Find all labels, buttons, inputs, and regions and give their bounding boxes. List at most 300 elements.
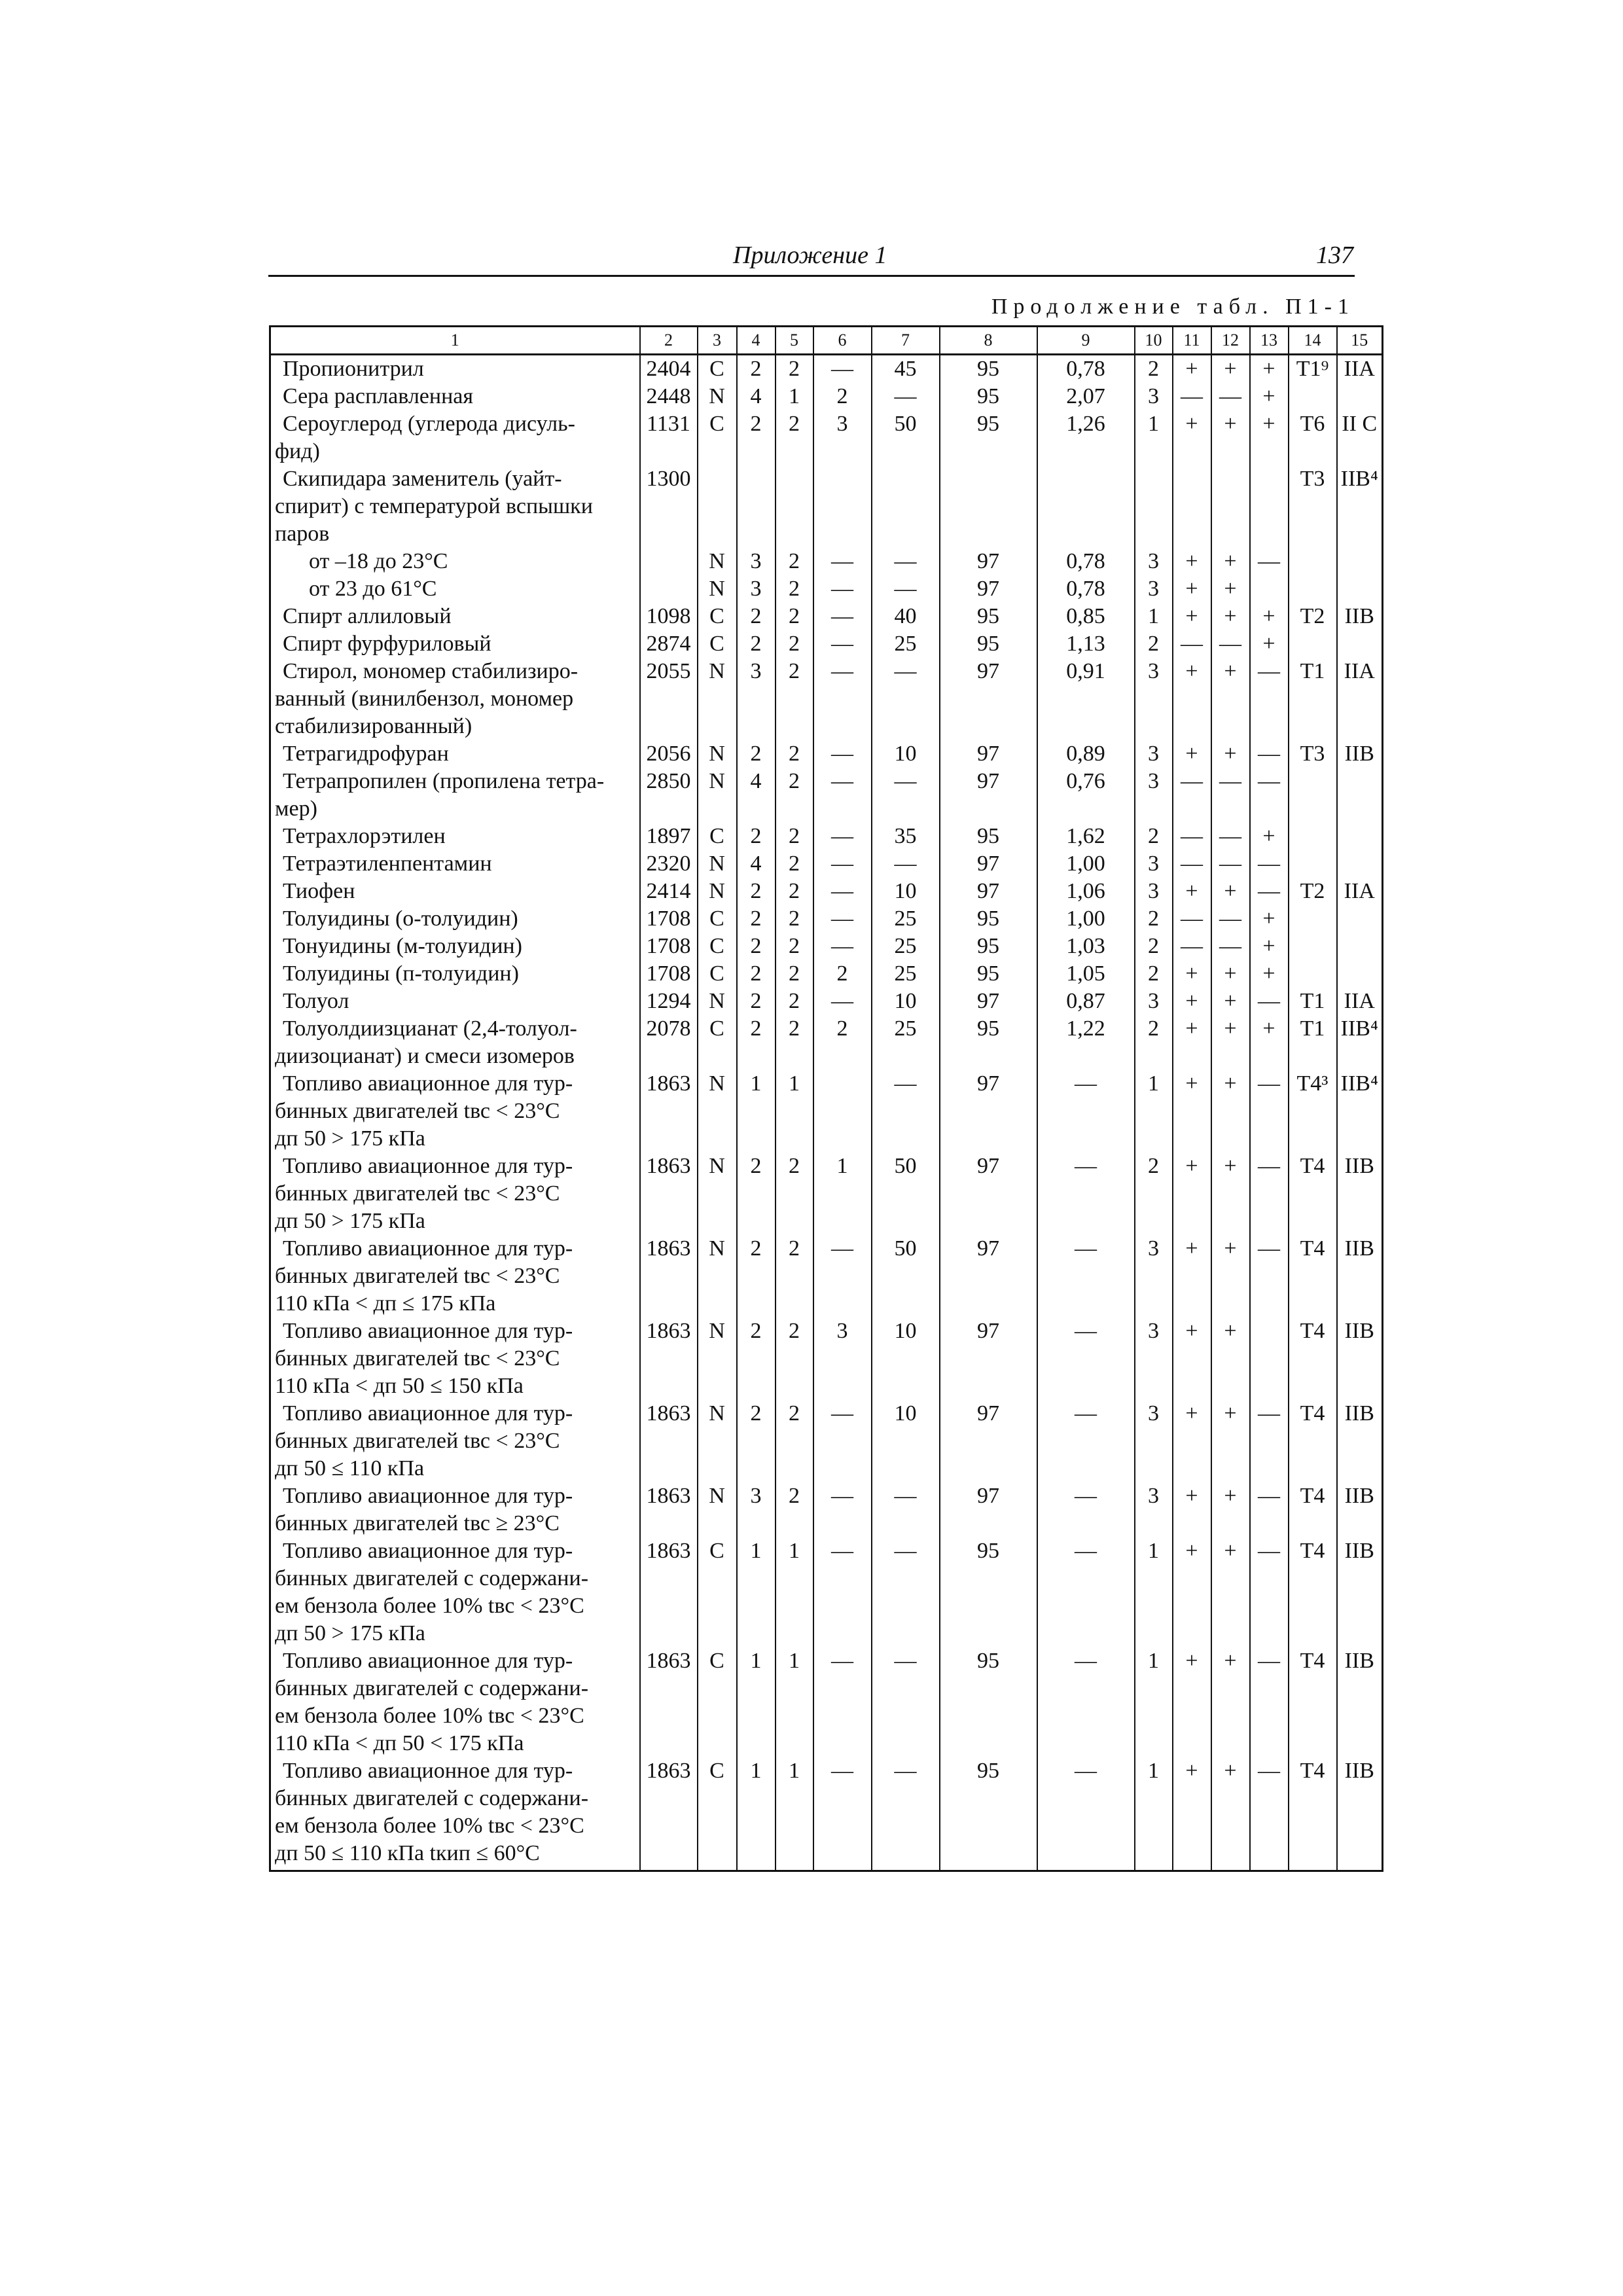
cell-col-2: 2448	[640, 383, 698, 410]
cell-col-12: —	[1211, 905, 1250, 933]
column-header-4: 4	[737, 327, 776, 355]
cell-col-9: 0,78	[1037, 355, 1135, 384]
cell-col-10: 3	[1135, 768, 1173, 823]
cell-col-13: —	[1250, 768, 1289, 823]
cell-col-5: 2	[776, 905, 813, 933]
substance-name-line: Тонуидины (м-толуидин)	[283, 934, 522, 958]
cell-col-6: 2	[813, 1015, 872, 1070]
cell-col-13: —	[1250, 740, 1289, 768]
cell-col-12: +	[1211, 603, 1250, 630]
column-header-12: 12	[1211, 327, 1250, 355]
cell-col-11: +	[1173, 740, 1211, 768]
cell-col-4: 2	[737, 1235, 776, 1318]
cell-col-13: —	[1250, 850, 1289, 878]
cell-col-7: 25	[872, 933, 940, 960]
cell-col-12: +	[1211, 1400, 1250, 1482]
substance-name-line: Скипидара заменитель (уайт-	[283, 467, 562, 491]
cell-col-14: T4	[1289, 1153, 1337, 1235]
cell-col-5: 2	[776, 768, 813, 823]
cell-col-9: 0,76	[1037, 768, 1135, 823]
cell-col-11: +	[1173, 355, 1211, 384]
cell-col-2: 1863	[640, 1537, 698, 1647]
cell-col-14	[1289, 850, 1337, 878]
substance-name-line: дп 50 > 175 кПа	[275, 1126, 425, 1151]
substance-name-line: Топливо авиационное для тур-	[283, 1236, 573, 1261]
cell-col-13: —	[1250, 988, 1289, 1015]
cell-col-15: IIB	[1337, 1235, 1383, 1318]
cell-col-2: 1863	[640, 1647, 698, 1757]
cell-col-12: —	[1211, 933, 1250, 960]
substance-name-cell	[270, 960, 640, 988]
cell-col-7: 50	[872, 1153, 940, 1235]
cell-col-10: 1	[1135, 1070, 1173, 1153]
cell-col-12: +	[1211, 548, 1250, 575]
column-header-9: 9	[1037, 327, 1135, 355]
substance-name-line: ем бензола более 10% tвс < 23°C	[275, 1704, 584, 1728]
cell-col-13: —	[1250, 878, 1289, 905]
cell-col-4: 2	[737, 905, 776, 933]
cell-col-8: 97	[940, 1153, 1037, 1235]
cell-col-5: 2	[776, 988, 813, 1015]
cell-col-13: +	[1250, 383, 1289, 410]
cell-col-7: —	[872, 658, 940, 740]
cell-col-9: 1,05	[1037, 960, 1135, 988]
cell-col-9	[1037, 465, 1135, 548]
cell-col-3	[698, 465, 737, 548]
substance-name-line: Тетрахлорэтилен	[283, 824, 446, 848]
cell-col-4	[737, 465, 776, 548]
substance-name-cell	[270, 1153, 640, 1235]
substance-name-cell	[270, 603, 640, 630]
cell-col-4: 2	[737, 355, 776, 384]
substance-name-line: дп 50 > 175 кПа	[275, 1209, 425, 1233]
cell-col-10: 3	[1135, 383, 1173, 410]
cell-col-11: +	[1173, 988, 1211, 1015]
cell-col-5: 2	[776, 878, 813, 905]
cell-col-8: 95	[940, 933, 1037, 960]
cell-col-4: 2	[737, 1153, 776, 1235]
cell-col-5	[776, 465, 813, 548]
substance-name-cell	[270, 905, 640, 933]
table-body	[270, 355, 1383, 1871]
cell-col-14: T3	[1289, 465, 1337, 548]
cell-col-11: +	[1173, 878, 1211, 905]
cell-col-2: 2874	[640, 630, 698, 658]
cell-col-9: 1,03	[1037, 933, 1135, 960]
substance-name-line: Спирт фурфуриловый	[283, 632, 491, 656]
cell-col-15	[1337, 960, 1383, 988]
cell-col-15: IIA	[1337, 988, 1383, 1015]
cell-col-9: —	[1037, 1647, 1135, 1757]
substance-name-line: Сероуглерод (углерода дисуль-	[283, 412, 575, 436]
cell-col-9: 0,78	[1037, 575, 1135, 603]
cell-col-6: —	[813, 933, 872, 960]
cell-col-11: +	[1173, 1647, 1211, 1757]
cell-col-10: 3	[1135, 1235, 1173, 1318]
cell-col-5: 2	[776, 960, 813, 988]
cell-col-12: +	[1211, 1537, 1250, 1647]
cell-col-11: +	[1173, 1537, 1211, 1647]
cell-col-11: —	[1173, 933, 1211, 960]
cell-col-11: —	[1173, 823, 1211, 850]
cell-col-4: 2	[737, 933, 776, 960]
cell-col-4: 2	[737, 988, 776, 1015]
cell-col-13: —	[1250, 548, 1289, 575]
table-row	[270, 988, 1383, 1015]
cell-col-6: —	[813, 1647, 872, 1757]
substance-name-line: бинных двигателей tвс < 23°C	[275, 1181, 560, 1206]
substance-name-line: Тетраэтиленпентамин	[283, 852, 492, 876]
cell-col-11: +	[1173, 1153, 1211, 1235]
cell-col-3: N	[698, 878, 737, 905]
cell-col-8: 97	[940, 988, 1037, 1015]
cell-col-4: 1	[737, 1647, 776, 1757]
cell-col-7: 10	[872, 740, 940, 768]
table-row	[270, 850, 1383, 878]
cell-col-7: —	[872, 383, 940, 410]
table-row	[270, 383, 1383, 410]
table-row	[270, 1482, 1383, 1537]
cell-col-5: 2	[776, 1318, 813, 1400]
substance-name-line: Стирол, мономер стабилизиро-	[283, 659, 579, 683]
cell-col-3: N	[698, 1070, 737, 1153]
cell-col-5: 1	[776, 1537, 813, 1647]
cell-col-4: 4	[737, 850, 776, 878]
cell-col-2: 1863	[640, 1235, 698, 1318]
cell-col-10: 2	[1135, 933, 1173, 960]
cell-col-10: 3	[1135, 850, 1173, 878]
cell-col-6: —	[813, 878, 872, 905]
cell-col-14: T4	[1289, 1400, 1337, 1482]
cell-col-8: 97	[940, 768, 1037, 823]
cell-col-8: 97	[940, 740, 1037, 768]
cell-col-8: 97	[940, 1235, 1037, 1318]
cell-col-6: 3	[813, 410, 872, 465]
cell-col-14: T4³	[1289, 1070, 1337, 1153]
cell-col-9: 1,00	[1037, 905, 1135, 933]
cell-col-4: 4	[737, 383, 776, 410]
substance-name-cell	[270, 850, 640, 878]
cell-col-6: —	[813, 1537, 872, 1647]
cell-col-8: 97	[940, 658, 1037, 740]
cell-col-9: —	[1037, 1537, 1135, 1647]
substance-name-line: Тетрагидрофуран	[283, 742, 449, 766]
cell-col-8	[940, 465, 1037, 548]
cell-col-2: 1708	[640, 933, 698, 960]
substance-name-cell	[270, 878, 640, 905]
cell-col-11: +	[1173, 548, 1211, 575]
substance-name-line: диизоцианат) и смеси изомеров	[275, 1044, 575, 1068]
cell-col-11: +	[1173, 1482, 1211, 1537]
cell-col-7: 25	[872, 630, 940, 658]
cell-col-3: N	[698, 988, 737, 1015]
cell-col-3: N	[698, 1235, 737, 1318]
column-header-6: 6	[813, 327, 872, 355]
cell-col-8: 95	[940, 355, 1037, 384]
table-row	[270, 823, 1383, 850]
cell-col-5: 2	[776, 1235, 813, 1318]
cell-col-5: 2	[776, 1400, 813, 1482]
table-row	[270, 1647, 1383, 1757]
table-row	[270, 1235, 1383, 1318]
cell-col-6	[813, 1070, 872, 1153]
cell-col-7: 10	[872, 1400, 940, 1482]
cell-col-6: —	[813, 630, 872, 658]
cell-col-13: +	[1250, 630, 1289, 658]
cell-col-2: 1098	[640, 603, 698, 630]
cell-col-2: 1863	[640, 1318, 698, 1400]
substance-name-cell	[270, 1015, 640, 1070]
cell-col-9: —	[1037, 1757, 1135, 1871]
substance-name-line: Тиофен	[283, 879, 355, 903]
cell-col-8: 95	[940, 603, 1037, 630]
cell-col-2	[640, 548, 698, 575]
substance-name-cell	[270, 355, 640, 384]
cell-col-11: +	[1173, 960, 1211, 988]
cell-col-15	[1337, 575, 1383, 603]
cell-col-14: T4	[1289, 1318, 1337, 1400]
cell-col-3: N	[698, 383, 737, 410]
cell-col-12: +	[1211, 1482, 1250, 1537]
cell-col-7: 45	[872, 355, 940, 384]
cell-col-3: N	[698, 850, 737, 878]
substance-name-cell	[270, 410, 640, 465]
substance-name-cell	[270, 1482, 640, 1537]
column-header-13: 13	[1250, 327, 1289, 355]
cell-col-2: 2320	[640, 850, 698, 878]
substance-name-line: Сера расплавленная	[283, 384, 473, 408]
cell-col-11: +	[1173, 1400, 1211, 1482]
cell-col-10: 1	[1135, 603, 1173, 630]
cell-col-14	[1289, 548, 1337, 575]
substance-name-cell	[270, 658, 640, 740]
table-row	[270, 575, 1383, 603]
cell-col-15: IIB	[1337, 1400, 1383, 1482]
cell-col-12: —	[1211, 383, 1250, 410]
cell-col-2: 1300	[640, 465, 698, 548]
cell-col-10: 3	[1135, 1400, 1173, 1482]
cell-col-3: N	[698, 575, 737, 603]
cell-col-13: +	[1250, 410, 1289, 465]
cell-col-5: 2	[776, 1482, 813, 1537]
cell-col-8: 97	[940, 548, 1037, 575]
cell-col-3: N	[698, 1153, 737, 1235]
cell-col-10: 2	[1135, 960, 1173, 988]
cell-col-15	[1337, 768, 1383, 823]
cell-col-8: 95	[940, 905, 1037, 933]
cell-col-5: 2	[776, 850, 813, 878]
cell-col-12: +	[1211, 988, 1250, 1015]
cell-col-5: 2	[776, 410, 813, 465]
cell-col-9: 0,91	[1037, 658, 1135, 740]
cell-col-11: +	[1173, 575, 1211, 603]
cell-col-3: C	[698, 933, 737, 960]
table-row	[270, 548, 1383, 575]
cell-col-15: IIB	[1337, 1318, 1383, 1400]
substance-name-line: бинных двигателей tвс < 23°C	[275, 1099, 560, 1123]
cell-col-3: C	[698, 960, 737, 988]
table-row	[270, 355, 1383, 384]
cell-col-9: —	[1037, 1070, 1135, 1153]
substances-table	[269, 325, 1383, 1872]
cell-col-12: +	[1211, 1318, 1250, 1400]
cell-col-9: —	[1037, 1235, 1135, 1318]
cell-col-4: 3	[737, 1482, 776, 1537]
cell-col-10: 1	[1135, 1757, 1173, 1871]
substance-name-line: Спирт аллиловый	[283, 604, 452, 628]
cell-col-7: 40	[872, 603, 940, 630]
running-title: Приложение 1	[733, 242, 887, 269]
cell-col-10: 3	[1135, 878, 1173, 905]
cell-col-13: —	[1250, 1153, 1289, 1235]
cell-col-8: 97	[940, 1070, 1037, 1153]
cell-col-15	[1337, 823, 1383, 850]
cell-col-9: 1,00	[1037, 850, 1135, 878]
cell-col-7: —	[872, 1757, 940, 1871]
cell-col-13	[1250, 575, 1289, 603]
cell-col-2	[640, 575, 698, 603]
cell-col-13: +	[1250, 823, 1289, 850]
cell-col-2: 2404	[640, 355, 698, 384]
table-row	[270, 1400, 1383, 1482]
cell-col-10: 3	[1135, 1482, 1173, 1537]
cell-col-7: 10	[872, 988, 940, 1015]
cell-col-6: —	[813, 548, 872, 575]
cell-col-9: 1,62	[1037, 823, 1135, 850]
cell-col-11: —	[1173, 905, 1211, 933]
cell-col-3: C	[698, 1757, 737, 1871]
cell-col-12: —	[1211, 630, 1250, 658]
cell-col-2: 2850	[640, 768, 698, 823]
table-row	[270, 740, 1383, 768]
cell-col-7: —	[872, 1537, 940, 1647]
substance-name-cell	[270, 1070, 640, 1153]
cell-col-9: 0,78	[1037, 548, 1135, 575]
cell-col-5: 2	[776, 740, 813, 768]
substance-name-line: Пропионитрил	[283, 357, 424, 381]
substance-name-cell	[270, 988, 640, 1015]
cell-col-15	[1337, 630, 1383, 658]
cell-col-3: C	[698, 410, 737, 465]
cell-col-12: +	[1211, 1070, 1250, 1153]
substance-name-cell	[270, 465, 640, 548]
column-header-8: 8	[940, 327, 1037, 355]
cell-col-2: 2078	[640, 1015, 698, 1070]
substance-name-line: Толуидины (о-толуидин)	[283, 906, 518, 931]
cell-col-9: 0,89	[1037, 740, 1135, 768]
cell-col-10: 1	[1135, 410, 1173, 465]
cell-col-12: +	[1211, 740, 1250, 768]
cell-col-13: —	[1250, 1757, 1289, 1871]
cell-col-14: T1	[1289, 1015, 1337, 1070]
cell-col-3: C	[698, 355, 737, 384]
table-row	[270, 1070, 1383, 1153]
table-row	[270, 630, 1383, 658]
cell-col-13: —	[1250, 1400, 1289, 1482]
cell-col-10	[1135, 465, 1173, 548]
cell-col-2: 1863	[640, 1070, 698, 1153]
cell-col-14: T4	[1289, 1235, 1337, 1318]
cell-col-15: IIB	[1337, 1757, 1383, 1871]
substance-name-line: бинных двигателей tвс ≥ 23°C	[275, 1511, 560, 1535]
column-header-15: 15	[1337, 327, 1383, 355]
cell-col-11: —	[1173, 383, 1211, 410]
cell-col-13: +	[1250, 933, 1289, 960]
table-row	[270, 878, 1383, 905]
cell-col-6: 1	[813, 1153, 872, 1235]
substance-name-cell	[270, 740, 640, 768]
cell-col-12: +	[1211, 1015, 1250, 1070]
column-header-14: 14	[1289, 327, 1337, 355]
cell-col-14	[1289, 905, 1337, 933]
cell-col-13: —	[1250, 1647, 1289, 1757]
cell-col-6: —	[813, 1757, 872, 1871]
cell-col-7: —	[872, 768, 940, 823]
substance-name-line: мер)	[275, 797, 317, 821]
cell-col-6: —	[813, 1482, 872, 1537]
cell-col-2: 2055	[640, 658, 698, 740]
cell-col-15: IIB	[1337, 603, 1383, 630]
cell-col-15: IIB	[1337, 1153, 1383, 1235]
cell-col-3: C	[698, 630, 737, 658]
cell-col-4: 3	[737, 575, 776, 603]
column-header-3: 3	[698, 327, 737, 355]
cell-col-7: —	[872, 1647, 940, 1757]
page-number: 137	[1316, 242, 1353, 269]
cell-col-3: N	[698, 768, 737, 823]
cell-col-4: 4	[737, 768, 776, 823]
cell-col-12: +	[1211, 410, 1250, 465]
cell-col-12: +	[1211, 878, 1250, 905]
cell-col-15: IIB⁴	[1337, 465, 1383, 548]
cell-col-7: 10	[872, 1318, 940, 1400]
substance-name-line: Топливо авиационное для тур-	[283, 1539, 573, 1563]
substance-name-line: Тетрапропилен (пропилена тетра-	[283, 769, 605, 793]
cell-col-13	[1250, 1318, 1289, 1400]
cell-col-3: C	[698, 1647, 737, 1757]
substance-name-line: Толуидины (п-толуидин)	[283, 961, 519, 986]
cell-col-10: 2	[1135, 823, 1173, 850]
cell-col-14	[1289, 383, 1337, 410]
substance-name-line: Топливо авиационное для тур-	[283, 1154, 573, 1178]
substance-name-line: стабилизированный)	[275, 714, 473, 738]
cell-col-14: T2	[1289, 878, 1337, 905]
substance-name-cell	[270, 768, 640, 823]
cell-col-4: 1	[737, 1070, 776, 1153]
column-header-2: 2	[640, 327, 698, 355]
substance-name-line: от –18 до 23°C	[309, 549, 448, 573]
cell-col-12: +	[1211, 1235, 1250, 1318]
cell-col-4: 2	[737, 878, 776, 905]
cell-col-14: T3	[1289, 740, 1337, 768]
cell-col-11: +	[1173, 1318, 1211, 1400]
cell-col-4: 2	[737, 410, 776, 465]
substance-name-line: дп 50 ≤ 110 кПа tкип ≤ 60°C	[275, 1841, 540, 1865]
cell-col-3: C	[698, 1537, 737, 1647]
substance-name-line: Толуол	[283, 989, 349, 1013]
cell-col-5: 2	[776, 1153, 813, 1235]
cell-col-4: 2	[737, 630, 776, 658]
cell-col-10: 3	[1135, 548, 1173, 575]
table-row	[270, 960, 1383, 988]
cell-col-6: —	[813, 823, 872, 850]
cell-col-8: 97	[940, 878, 1037, 905]
cell-col-8: 95	[940, 960, 1037, 988]
cell-col-11: —	[1173, 768, 1211, 823]
cell-col-2: 2056	[640, 740, 698, 768]
cell-col-8: 95	[940, 410, 1037, 465]
cell-col-3: N	[698, 740, 737, 768]
